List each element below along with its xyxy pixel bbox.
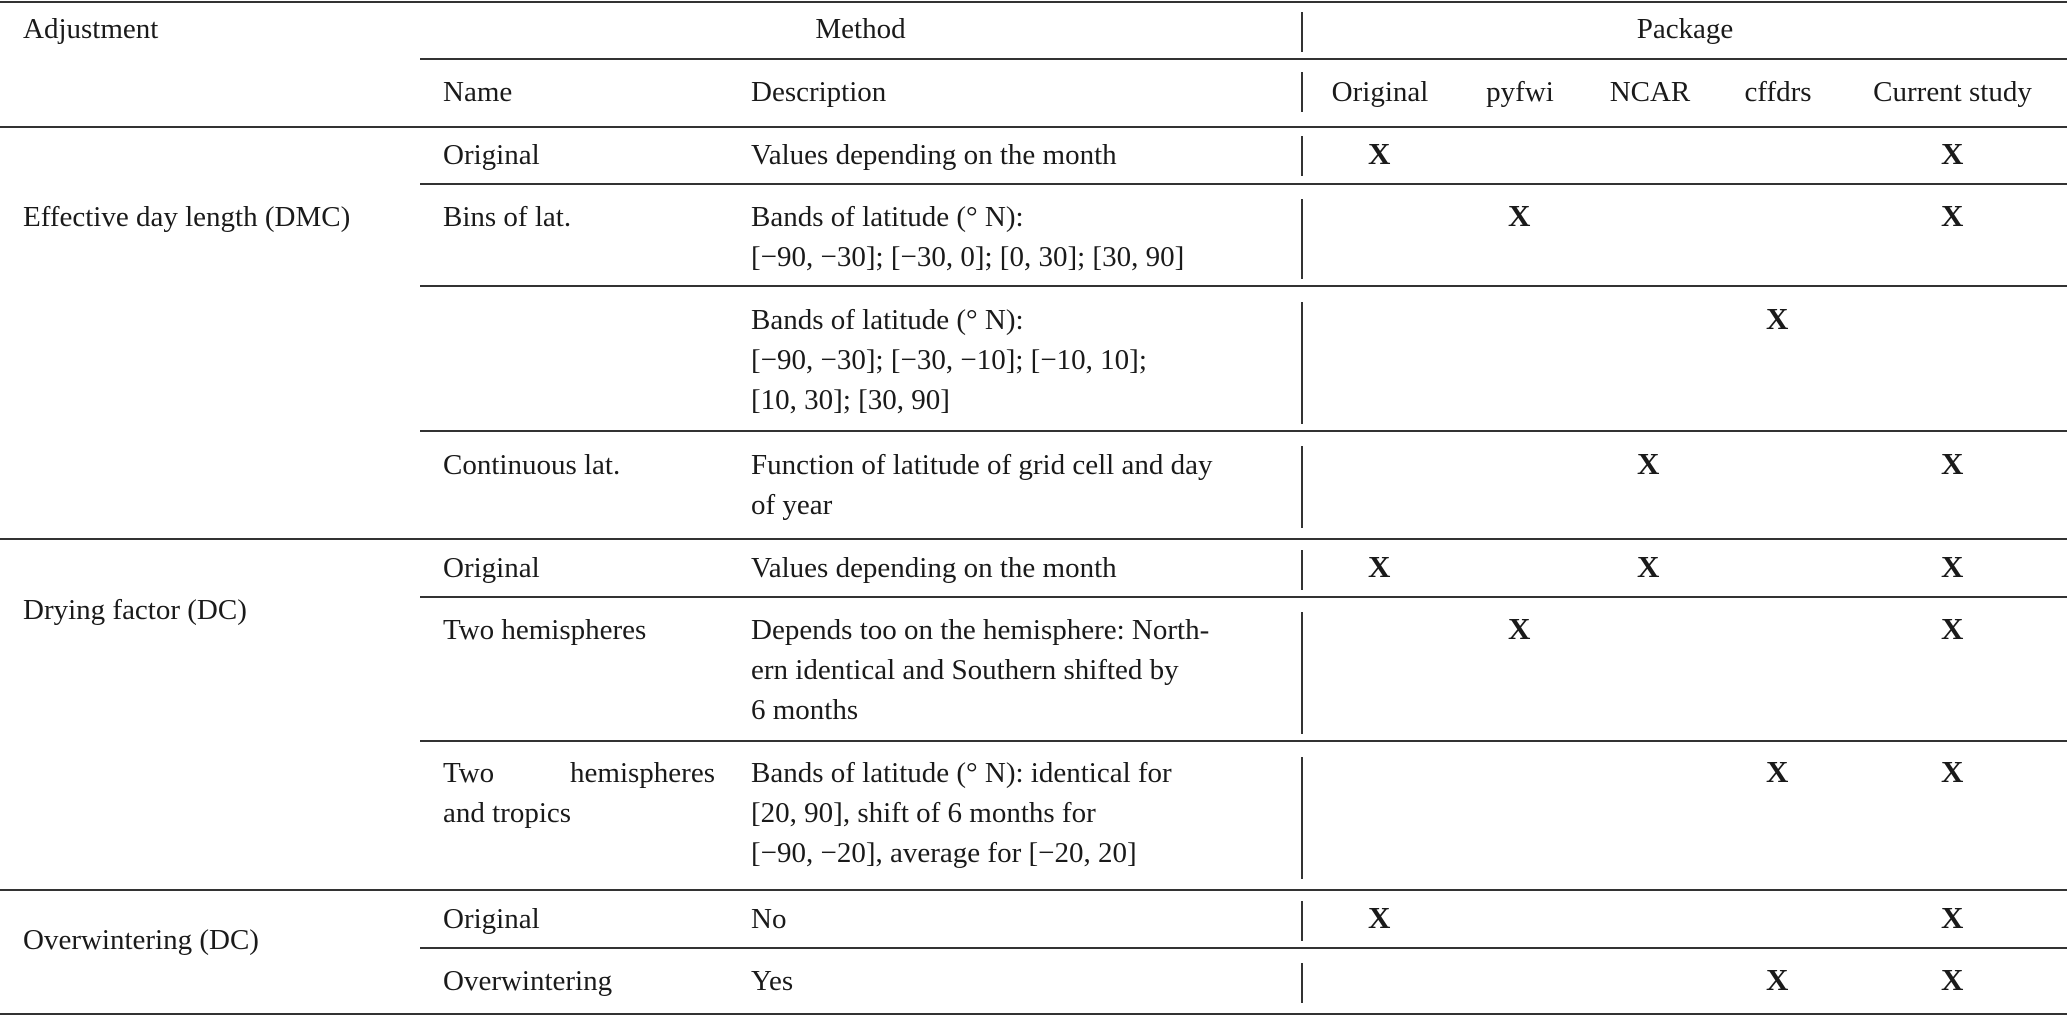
mark-pyfwi: X bbox=[1508, 198, 1531, 233]
column-separator bbox=[1301, 199, 1303, 279]
column-separator bbox=[1301, 136, 1303, 176]
header-package-original: Original bbox=[1331, 76, 1429, 108]
group-label: Overwintering (DC) bbox=[23, 924, 259, 956]
row-description: [−90, −30]; [−30, 0]; [0, 30]; [30, 90] bbox=[751, 241, 1185, 273]
mark-ncar: X bbox=[1637, 446, 1660, 481]
row-description: [−90, −20], average for [−20, 20] bbox=[751, 837, 1137, 869]
column-separator bbox=[1301, 72, 1303, 112]
header-package-current-study: Current study bbox=[1873, 76, 2032, 108]
row-name: Original bbox=[443, 903, 540, 935]
mark-current-study: X bbox=[1941, 900, 1964, 935]
header-bottom-rule bbox=[0, 126, 2067, 128]
row-name: Continuous lat. bbox=[443, 449, 621, 481]
row-description: Values depending on the month bbox=[751, 139, 1117, 171]
row-name: Bins of lat. bbox=[443, 201, 572, 233]
column-separator bbox=[1301, 302, 1303, 424]
row-rule bbox=[420, 947, 2067, 949]
row-description: Function of latitude of grid cell and day bbox=[751, 449, 1213, 481]
mark-original: X bbox=[1368, 900, 1391, 935]
row-name: and tropics bbox=[443, 797, 572, 829]
row-rule bbox=[420, 183, 2067, 185]
mark-original: X bbox=[1368, 549, 1391, 584]
row-description: Bands of latitude (° N): identical for bbox=[751, 757, 1172, 789]
row-name: Original bbox=[443, 552, 540, 584]
row-description: No bbox=[751, 903, 787, 935]
group-label: Drying factor (DC) bbox=[23, 594, 247, 626]
row-description: [20, 90], shift of 6 months for bbox=[751, 797, 1096, 829]
group-label: Effective day length (DMC) bbox=[23, 201, 351, 233]
row-description: Yes bbox=[751, 965, 794, 997]
mark-cffdrs: X bbox=[1766, 754, 1789, 789]
header-package-cffdrs: cffdrs bbox=[1744, 76, 1812, 108]
header-method: Method bbox=[815, 13, 906, 45]
row-name: Two hemispheres bbox=[443, 614, 647, 646]
row-rule bbox=[420, 740, 2067, 742]
row-description: ern identical and Southern shifted by bbox=[751, 654, 1179, 686]
header-package-ncar: NCAR bbox=[1609, 76, 1691, 108]
row-description: Values depending on the month bbox=[751, 552, 1117, 584]
mark-ncar: X bbox=[1637, 549, 1660, 584]
row-description: 6 months bbox=[751, 694, 859, 726]
column-separator bbox=[1301, 446, 1303, 528]
mark-original: X bbox=[1368, 136, 1391, 171]
header-package-pyfwi: pyfwi bbox=[1486, 76, 1554, 108]
column-separator bbox=[1301, 901, 1303, 941]
group-rule bbox=[0, 889, 2067, 891]
row-name: Two hemispheres bbox=[443, 757, 715, 789]
row-name: Original bbox=[443, 139, 540, 171]
bottom-rule bbox=[0, 1013, 2067, 1015]
column-separator bbox=[1301, 612, 1303, 734]
row-rule bbox=[420, 285, 2067, 287]
header-adjustment: Adjustment bbox=[23, 13, 159, 45]
column-separator bbox=[1301, 550, 1303, 590]
column-separator bbox=[1301, 963, 1303, 1003]
row-name: Overwintering bbox=[443, 965, 613, 997]
header-description: Description bbox=[751, 76, 887, 108]
row-description: of year bbox=[751, 489, 833, 521]
mark-current-study: X bbox=[1941, 136, 1964, 171]
mark-current-study: X bbox=[1941, 549, 1964, 584]
row-description: [−90, −30]; [−30, −10]; [−10, 10]; bbox=[751, 344, 1147, 376]
header-package: Package bbox=[1636, 13, 1734, 45]
group-rule bbox=[0, 538, 2067, 540]
mark-cffdrs: X bbox=[1766, 301, 1789, 336]
top-rule bbox=[0, 1, 2067, 3]
mark-current-study: X bbox=[1941, 446, 1964, 481]
row-rule bbox=[420, 430, 2067, 432]
mark-cffdrs: X bbox=[1766, 962, 1789, 997]
row-description: Bands of latitude (° N): bbox=[751, 304, 1024, 336]
mark-current-study: X bbox=[1941, 962, 1964, 997]
column-separator bbox=[1301, 757, 1303, 879]
row-description: Bands of latitude (° N): bbox=[751, 201, 1024, 233]
mark-pyfwi: X bbox=[1508, 611, 1531, 646]
mark-current-study: X bbox=[1941, 754, 1964, 789]
row-description: Depends too on the hemisphere: North- bbox=[751, 614, 1210, 646]
row-description: [10, 30]; [30, 90] bbox=[751, 384, 950, 416]
mark-current-study: X bbox=[1941, 198, 1964, 233]
header-name: Name bbox=[443, 76, 513, 108]
header-mid-rule bbox=[420, 58, 2067, 60]
row-rule bbox=[420, 596, 2067, 598]
mark-current-study: X bbox=[1941, 611, 1964, 646]
